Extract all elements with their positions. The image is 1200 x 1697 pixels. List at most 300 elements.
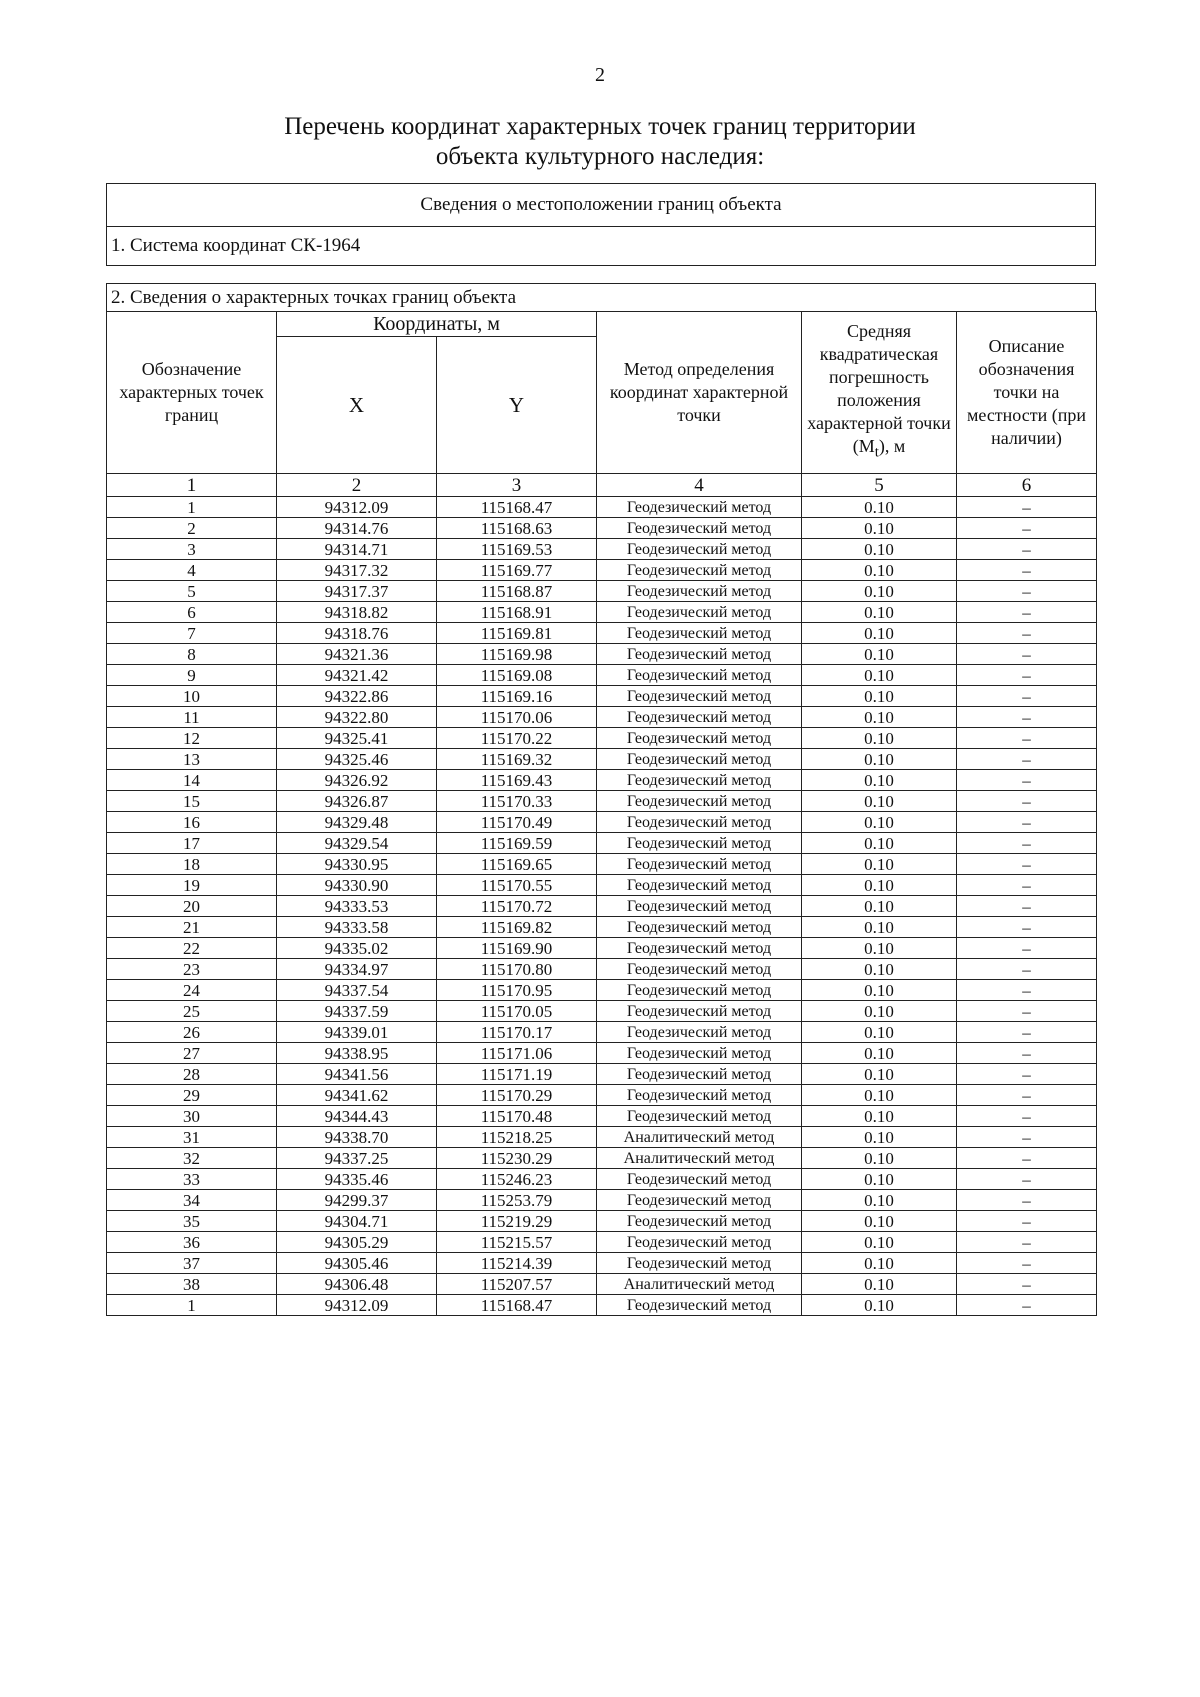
- error-value: 0.10: [802, 581, 957, 602]
- point-number: 12: [107, 728, 277, 749]
- error-value: 0.10: [802, 707, 957, 728]
- method: Геодезический метод: [597, 770, 802, 791]
- coord-y: 115170.05: [437, 1001, 597, 1022]
- point-number: 36: [107, 1232, 277, 1253]
- coord-y: 115169.77: [437, 560, 597, 581]
- point-number: 3: [107, 539, 277, 560]
- table-row: [107, 581, 1097, 602]
- coord-y: 115170.06: [437, 707, 597, 728]
- point-number: 28: [107, 1064, 277, 1085]
- point-number: 25: [107, 1001, 277, 1022]
- coord-y: 115169.16: [437, 686, 597, 707]
- table-row: [107, 497, 1097, 518]
- description: –: [957, 602, 1097, 623]
- point-number: 31: [107, 1127, 277, 1148]
- coord-x: 94335.02: [277, 938, 437, 959]
- error-value: 0.10: [802, 1148, 957, 1169]
- error-value: 0.10: [802, 938, 957, 959]
- coord-y: 115169.43: [437, 770, 597, 791]
- coord-x: 94330.95: [277, 854, 437, 875]
- coord-y: 115168.47: [437, 1295, 597, 1316]
- table-row: [107, 665, 1097, 686]
- error-value: 0.10: [802, 728, 957, 749]
- method: Геодезический метод: [597, 749, 802, 770]
- point-number: 34: [107, 1190, 277, 1211]
- error-value: 0.10: [802, 854, 957, 875]
- title-line-2: объекта культурного наследия:: [435, 143, 765, 170]
- table-row: [107, 854, 1097, 875]
- coord-x: 94312.09: [277, 1295, 437, 1316]
- description: –: [957, 1148, 1097, 1169]
- table-row: [107, 1211, 1097, 1232]
- method: Геодезический метод: [597, 518, 802, 539]
- coord-x: 94317.37: [277, 581, 437, 602]
- error-value: 0.10: [802, 518, 957, 539]
- table-row: [107, 1232, 1097, 1253]
- table-row: [107, 875, 1097, 896]
- method: Геодезический метод: [597, 497, 802, 518]
- method: Геодезический метод: [597, 896, 802, 917]
- coord-x: 94326.92: [277, 770, 437, 791]
- point-number: 23: [107, 959, 277, 980]
- coord-x: 94333.53: [277, 896, 437, 917]
- points-section-table: [106, 283, 1096, 312]
- coord-y: 115215.57: [437, 1232, 597, 1253]
- error-value: 0.10: [802, 560, 957, 581]
- coord-x: 94334.97: [277, 959, 437, 980]
- location-section-table: [106, 183, 1096, 266]
- description: –: [957, 686, 1097, 707]
- coord-y: 115230.29: [437, 1148, 597, 1169]
- description: –: [957, 896, 1097, 917]
- description: –: [957, 833, 1097, 854]
- description: –: [957, 1232, 1097, 1253]
- table-row: [107, 1085, 1097, 1106]
- description: –: [957, 1169, 1097, 1190]
- coord-y: 115170.80: [437, 959, 597, 980]
- coord-x: 94318.76: [277, 623, 437, 644]
- method: Геодезический метод: [597, 812, 802, 833]
- column-number: 1: [107, 474, 277, 497]
- error-value: 0.10: [802, 1001, 957, 1022]
- error-value: 0.10: [802, 1253, 957, 1274]
- coord-y: 115169.65: [437, 854, 597, 875]
- table-row: [107, 560, 1097, 581]
- coord-y: 115171.19: [437, 1064, 597, 1085]
- coord-x: 94325.41: [277, 728, 437, 749]
- point-number: 8: [107, 644, 277, 665]
- description: –: [957, 1274, 1097, 1295]
- coord-x: 94306.48: [277, 1274, 437, 1295]
- column-numbers-row: [107, 474, 1097, 497]
- coord-y: 115207.57: [437, 1274, 597, 1295]
- point-number: 9: [107, 665, 277, 686]
- coord-x: 94329.48: [277, 812, 437, 833]
- coord-y: 115170.49: [437, 812, 597, 833]
- description: –: [957, 665, 1097, 686]
- coord-y: 115214.39: [437, 1253, 597, 1274]
- point-number: 32: [107, 1148, 277, 1169]
- header-error: [802, 312, 957, 474]
- table-row: [107, 938, 1097, 959]
- coord-x: 94299.37: [277, 1190, 437, 1211]
- coord-y: 115246.23: [437, 1169, 597, 1190]
- point-number: 4: [107, 560, 277, 581]
- description: –: [957, 854, 1097, 875]
- coord-y: 115168.47: [437, 497, 597, 518]
- page-number: 2: [595, 64, 605, 86]
- table-row: [107, 917, 1097, 938]
- coord-y: 115169.90: [437, 938, 597, 959]
- error-value: 0.10: [802, 1064, 957, 1085]
- table-row: [107, 539, 1097, 560]
- method: Геодезический метод: [597, 938, 802, 959]
- description: –: [957, 1190, 1097, 1211]
- method: Геодезический метод: [597, 560, 802, 581]
- coordinates-table: [106, 311, 1097, 1316]
- coord-x: 94338.95: [277, 1043, 437, 1064]
- coord-y: 115170.48: [437, 1106, 597, 1127]
- point-number: 2: [107, 518, 277, 539]
- coord-x: 94325.46: [277, 749, 437, 770]
- method: Геодезический метод: [597, 623, 802, 644]
- point-number: 15: [107, 791, 277, 812]
- header-error-unit: ), м: [878, 436, 906, 457]
- error-value: 0.10: [802, 1232, 957, 1253]
- point-number: 20: [107, 896, 277, 917]
- coord-x: 94322.86: [277, 686, 437, 707]
- title-line-1: Перечень координат характерных точек границ территории: [284, 113, 916, 140]
- coord-y: 115253.79: [437, 1190, 597, 1211]
- method: Аналитический метод: [597, 1148, 802, 1169]
- coord-x: 94326.87: [277, 791, 437, 812]
- error-value: 0.10: [802, 791, 957, 812]
- coord-y: 115169.82: [437, 917, 597, 938]
- coord-x: 94314.71: [277, 539, 437, 560]
- error-value: 0.10: [802, 770, 957, 791]
- coord-y: 115218.25: [437, 1127, 597, 1148]
- column-number: 5: [802, 474, 957, 497]
- error-value: 0.10: [802, 686, 957, 707]
- coord-y: 115170.72: [437, 896, 597, 917]
- header-x: X: [277, 337, 437, 474]
- point-number: 6: [107, 602, 277, 623]
- coord-x: 94344.43: [277, 1106, 437, 1127]
- coord-x: 94304.71: [277, 1211, 437, 1232]
- points-section-title: 2. Сведения о характерных точках границ объекта: [107, 284, 1096, 313]
- point-number: 27: [107, 1043, 277, 1064]
- description: –: [957, 539, 1097, 560]
- table-row: [107, 644, 1097, 665]
- column-number: 2: [277, 474, 437, 497]
- table-row: [107, 833, 1097, 854]
- coord-y: 115170.22: [437, 728, 597, 749]
- coord-x: 94341.62: [277, 1085, 437, 1106]
- point-number: 18: [107, 854, 277, 875]
- coord-x: 94322.80: [277, 707, 437, 728]
- header-error-text: Средняя квадратическая погрешность положения характерной точки (M: [807, 321, 951, 457]
- error-value: 0.10: [802, 833, 957, 854]
- error-value: 0.10: [802, 1022, 957, 1043]
- method: Геодезический метод: [597, 854, 802, 875]
- point-number: 5: [107, 581, 277, 602]
- error-value: 0.10: [802, 812, 957, 833]
- point-number: 33: [107, 1169, 277, 1190]
- error-value: 0.10: [802, 875, 957, 896]
- coord-y: 115168.63: [437, 518, 597, 539]
- description: –: [957, 770, 1097, 791]
- header-coordinates: Координаты, м: [277, 312, 597, 337]
- table-row: [107, 1064, 1097, 1085]
- coordinates-table-body: [107, 497, 1097, 1316]
- coord-x: 94305.29: [277, 1232, 437, 1253]
- coord-y: 115169.08: [437, 665, 597, 686]
- column-number: 6: [957, 474, 1097, 497]
- error-value: 0.10: [802, 917, 957, 938]
- point-number: 38: [107, 1274, 277, 1295]
- description: –: [957, 1211, 1097, 1232]
- table-row: [107, 896, 1097, 917]
- description: –: [957, 812, 1097, 833]
- table-row: [107, 1022, 1097, 1043]
- coord-y: 115219.29: [437, 1211, 597, 1232]
- coord-x: 94335.46: [277, 1169, 437, 1190]
- header-method: Метод определения координат характерной точки: [597, 312, 802, 474]
- coord-y: 115170.55: [437, 875, 597, 896]
- method: Геодезический метод: [597, 1232, 802, 1253]
- method: Геодезический метод: [597, 1085, 802, 1106]
- header-y: Y: [437, 337, 597, 474]
- coord-x: 94314.76: [277, 518, 437, 539]
- method: Геодезический метод: [597, 644, 802, 665]
- point-number: 35: [107, 1211, 277, 1232]
- coord-y: 115169.98: [437, 644, 597, 665]
- table-row: [107, 728, 1097, 749]
- description: –: [957, 938, 1097, 959]
- coord-x: 94321.36: [277, 644, 437, 665]
- error-value: 0.10: [802, 896, 957, 917]
- point-number: 10: [107, 686, 277, 707]
- coord-y: 115168.91: [437, 602, 597, 623]
- method: Геодезический метод: [597, 833, 802, 854]
- coord-x: 94338.70: [277, 1127, 437, 1148]
- point-number: 1: [107, 1295, 277, 1316]
- table-row: [107, 1190, 1097, 1211]
- coord-y: 115169.81: [437, 623, 597, 644]
- table-row: [107, 749, 1097, 770]
- description: –: [957, 1253, 1097, 1274]
- coord-y: 115170.33: [437, 791, 597, 812]
- table-row: [107, 686, 1097, 707]
- coord-x: 94341.56: [277, 1064, 437, 1085]
- table-row: [107, 1169, 1097, 1190]
- method: Геодезический метод: [597, 917, 802, 938]
- point-number: 26: [107, 1022, 277, 1043]
- error-value: 0.10: [802, 665, 957, 686]
- method: Геодезический метод: [597, 1169, 802, 1190]
- coord-x: 94339.01: [277, 1022, 437, 1043]
- method: Геодезический метод: [597, 959, 802, 980]
- table-row: [107, 1148, 1097, 1169]
- error-value: 0.10: [802, 980, 957, 1001]
- method: Геодезический метод: [597, 980, 802, 1001]
- point-number: 16: [107, 812, 277, 833]
- method: Геодезический метод: [597, 728, 802, 749]
- table-row: [107, 1106, 1097, 1127]
- coord-x: 94330.90: [277, 875, 437, 896]
- description: –: [957, 959, 1097, 980]
- method: Геодезический метод: [597, 1211, 802, 1232]
- header-description: Описание обозначения точки на местности (при наличии): [957, 312, 1097, 474]
- description: –: [957, 1106, 1097, 1127]
- table-row: [107, 1001, 1097, 1022]
- description: –: [957, 749, 1097, 770]
- method: Геодезический метод: [597, 791, 802, 812]
- table-row: [107, 1274, 1097, 1295]
- method: Геодезический метод: [597, 1295, 802, 1316]
- coordinate-system: 1. Система координат СК-1964: [107, 227, 1096, 266]
- method: Геодезический метод: [597, 875, 802, 896]
- error-value: 0.10: [802, 602, 957, 623]
- description: –: [957, 623, 1097, 644]
- description: –: [957, 791, 1097, 812]
- table-row: [107, 1043, 1097, 1064]
- description: –: [957, 560, 1097, 581]
- description: –: [957, 1022, 1097, 1043]
- point-number: 11: [107, 707, 277, 728]
- table-row: [107, 1253, 1097, 1274]
- coord-y: 115171.06: [437, 1043, 597, 1064]
- point-number: 7: [107, 623, 277, 644]
- header-designation: Обозначение характерных точек границ: [107, 312, 277, 474]
- description: –: [957, 1001, 1097, 1022]
- coord-y: 115169.32: [437, 749, 597, 770]
- coord-x: 94318.82: [277, 602, 437, 623]
- point-number: 21: [107, 917, 277, 938]
- section-header: Сведения о местоположении границ объекта: [107, 184, 1096, 227]
- table-row: [107, 623, 1097, 644]
- method: Геодезический метод: [597, 1106, 802, 1127]
- coord-y: 115170.29: [437, 1085, 597, 1106]
- header-error-subscript: t: [874, 444, 879, 461]
- method: Геодезический метод: [597, 1253, 802, 1274]
- table-row: [107, 518, 1097, 539]
- method: Геодезический метод: [597, 581, 802, 602]
- method: Геодезический метод: [597, 1064, 802, 1085]
- error-value: 0.10: [802, 1169, 957, 1190]
- description: –: [957, 1043, 1097, 1064]
- error-value: 0.10: [802, 1190, 957, 1211]
- point-number: 14: [107, 770, 277, 791]
- description: –: [957, 1064, 1097, 1085]
- method: Геодезический метод: [597, 539, 802, 560]
- error-value: 0.10: [802, 959, 957, 980]
- coord-y: 115170.17: [437, 1022, 597, 1043]
- method: Геодезический метод: [597, 665, 802, 686]
- point-number: 13: [107, 749, 277, 770]
- method: Геодезический метод: [597, 1043, 802, 1064]
- description: –: [957, 518, 1097, 539]
- coord-x: 94337.54: [277, 980, 437, 1001]
- table-row: [107, 980, 1097, 1001]
- table-row: [107, 770, 1097, 791]
- coord-x: 94337.59: [277, 1001, 437, 1022]
- method: Аналитический метод: [597, 1274, 802, 1295]
- coord-y: 115168.87: [437, 581, 597, 602]
- point-number: 1: [107, 497, 277, 518]
- table-row: [107, 602, 1097, 623]
- coord-x: 94317.32: [277, 560, 437, 581]
- document-title: [0, 112, 1200, 172]
- table-row: [107, 812, 1097, 833]
- table-row: [107, 791, 1097, 812]
- table-row: [107, 1295, 1097, 1316]
- point-number: 24: [107, 980, 277, 1001]
- method: Геодезический метод: [597, 602, 802, 623]
- table-row: [107, 1127, 1097, 1148]
- table-row: [107, 959, 1097, 980]
- description: –: [957, 644, 1097, 665]
- description: –: [957, 1295, 1097, 1316]
- coord-x: 94312.09: [277, 497, 437, 518]
- error-value: 0.10: [802, 623, 957, 644]
- method: Аналитический метод: [597, 1127, 802, 1148]
- error-value: 0.10: [802, 497, 957, 518]
- description: –: [957, 581, 1097, 602]
- description: –: [957, 497, 1097, 518]
- error-value: 0.10: [802, 1106, 957, 1127]
- error-value: 0.10: [802, 749, 957, 770]
- error-value: 0.10: [802, 644, 957, 665]
- error-value: 0.10: [802, 1043, 957, 1064]
- description: –: [957, 1127, 1097, 1148]
- error-value: 0.10: [802, 539, 957, 560]
- point-number: 37: [107, 1253, 277, 1274]
- point-number: 17: [107, 833, 277, 854]
- error-value: 0.10: [802, 1211, 957, 1232]
- method: Геодезический метод: [597, 1022, 802, 1043]
- description: –: [957, 707, 1097, 728]
- error-value: 0.10: [802, 1085, 957, 1106]
- coord-x: 94329.54: [277, 833, 437, 854]
- table-row: [107, 707, 1097, 728]
- column-number: 4: [597, 474, 802, 497]
- point-number: 30: [107, 1106, 277, 1127]
- description: –: [957, 728, 1097, 749]
- method: Геодезический метод: [597, 686, 802, 707]
- error-value: 0.10: [802, 1274, 957, 1295]
- description: –: [957, 980, 1097, 1001]
- coord-x: 94333.58: [277, 917, 437, 938]
- method: Геодезический метод: [597, 1001, 802, 1022]
- coord-x: 94321.42: [277, 665, 437, 686]
- coord-y: 115169.59: [437, 833, 597, 854]
- error-value: 0.10: [802, 1295, 957, 1316]
- description: –: [957, 917, 1097, 938]
- coord-y: 115169.53: [437, 539, 597, 560]
- method: Геодезический метод: [597, 707, 802, 728]
- coord-x: 94305.46: [277, 1253, 437, 1274]
- point-number: 19: [107, 875, 277, 896]
- point-number: 22: [107, 938, 277, 959]
- point-number: 29: [107, 1085, 277, 1106]
- method: Геодезический метод: [597, 1190, 802, 1211]
- description: –: [957, 875, 1097, 896]
- description: –: [957, 1085, 1097, 1106]
- coord-x: 94337.25: [277, 1148, 437, 1169]
- error-value: 0.10: [802, 1127, 957, 1148]
- coord-y: 115170.95: [437, 980, 597, 1001]
